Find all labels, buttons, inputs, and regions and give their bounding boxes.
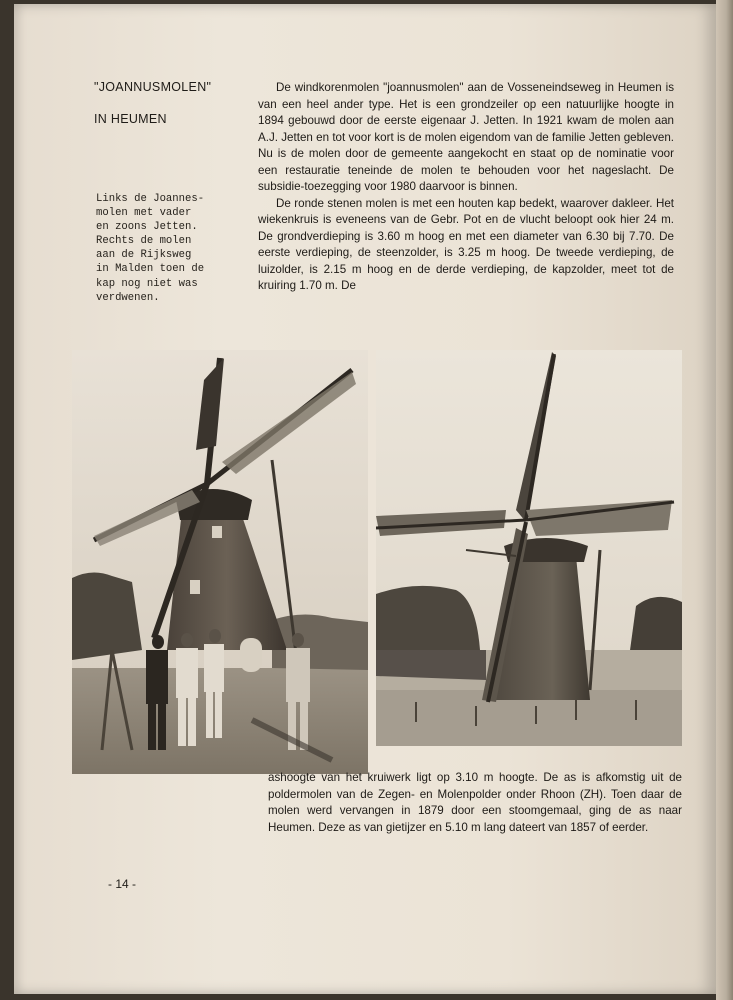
page-edge (716, 0, 733, 1000)
continuation-paragraph: ashoogte van het kruiwerk ligt op 3.10 m hoogte. De as is afkomstig uit de poldermolen van de Zegen- en Molenpolder onder Rhoon (ZH). Toen daar de molen werd vervangen in 1879 door een stoomgemaal, ging de as naar Heumen. Deze as van gietijzer en 5.10 m lang dateert van 1857 of eerder. (268, 771, 682, 834)
paragraph-2: De ronde stenen molen is met een houten kap bedekt, waarover dakleer. Het wiekenkruis is eveneens van de Gebr. Pot en de vlucht beloopt ook hier 24 m. De grondverdieping is 3.60 m hoog en met een diameter van 6.30 bij 7.70. De eerste verdieping, de steenzolder, is 3.25 m hoog. De tweede verdieping, de luizolder, is 2.15 m hoog en de derde verdieping, de kapzolder, meet tot de kruiring 1.70 m. De (258, 196, 674, 292)
photo-joannusmolen (72, 350, 368, 774)
article-title: "JOANNUSMOLEN" (94, 80, 212, 94)
article-body (258, 80, 674, 295)
paragraph-1: De windkorenmolen "joannusmolen" aan de Vosseneindseweg in Heumen is van een heel ander type. Het is een grondzeiler op een natuurlijke hoogte in 1894 gebouwd door de eerste eigenaar J. Jetten. In 1921 kwam de molen aan A.J. Jetten en tot voor kort is de molen eigendom van de familie Jetten gebleven. Nu is de molen door de gemeente aangekocht en staat op de nominatie voor een restauratie teneinde de molen te behouden voor het nageslacht. De subsidie-toezegging voor 1980 daarvoor is binnen. (258, 81, 674, 193)
page-number: - 14 - (108, 877, 137, 891)
article-location: IN HEUMEN (94, 112, 167, 126)
article-continuation (268, 770, 682, 836)
photo-caption: Links de Joannes- molen met vader en zoons Jetten. Rechts de molen aan de Rijksweg in Malden toen de kap nog niet was verdwenen. (96, 193, 205, 304)
photo-malden-mill (376, 350, 682, 746)
